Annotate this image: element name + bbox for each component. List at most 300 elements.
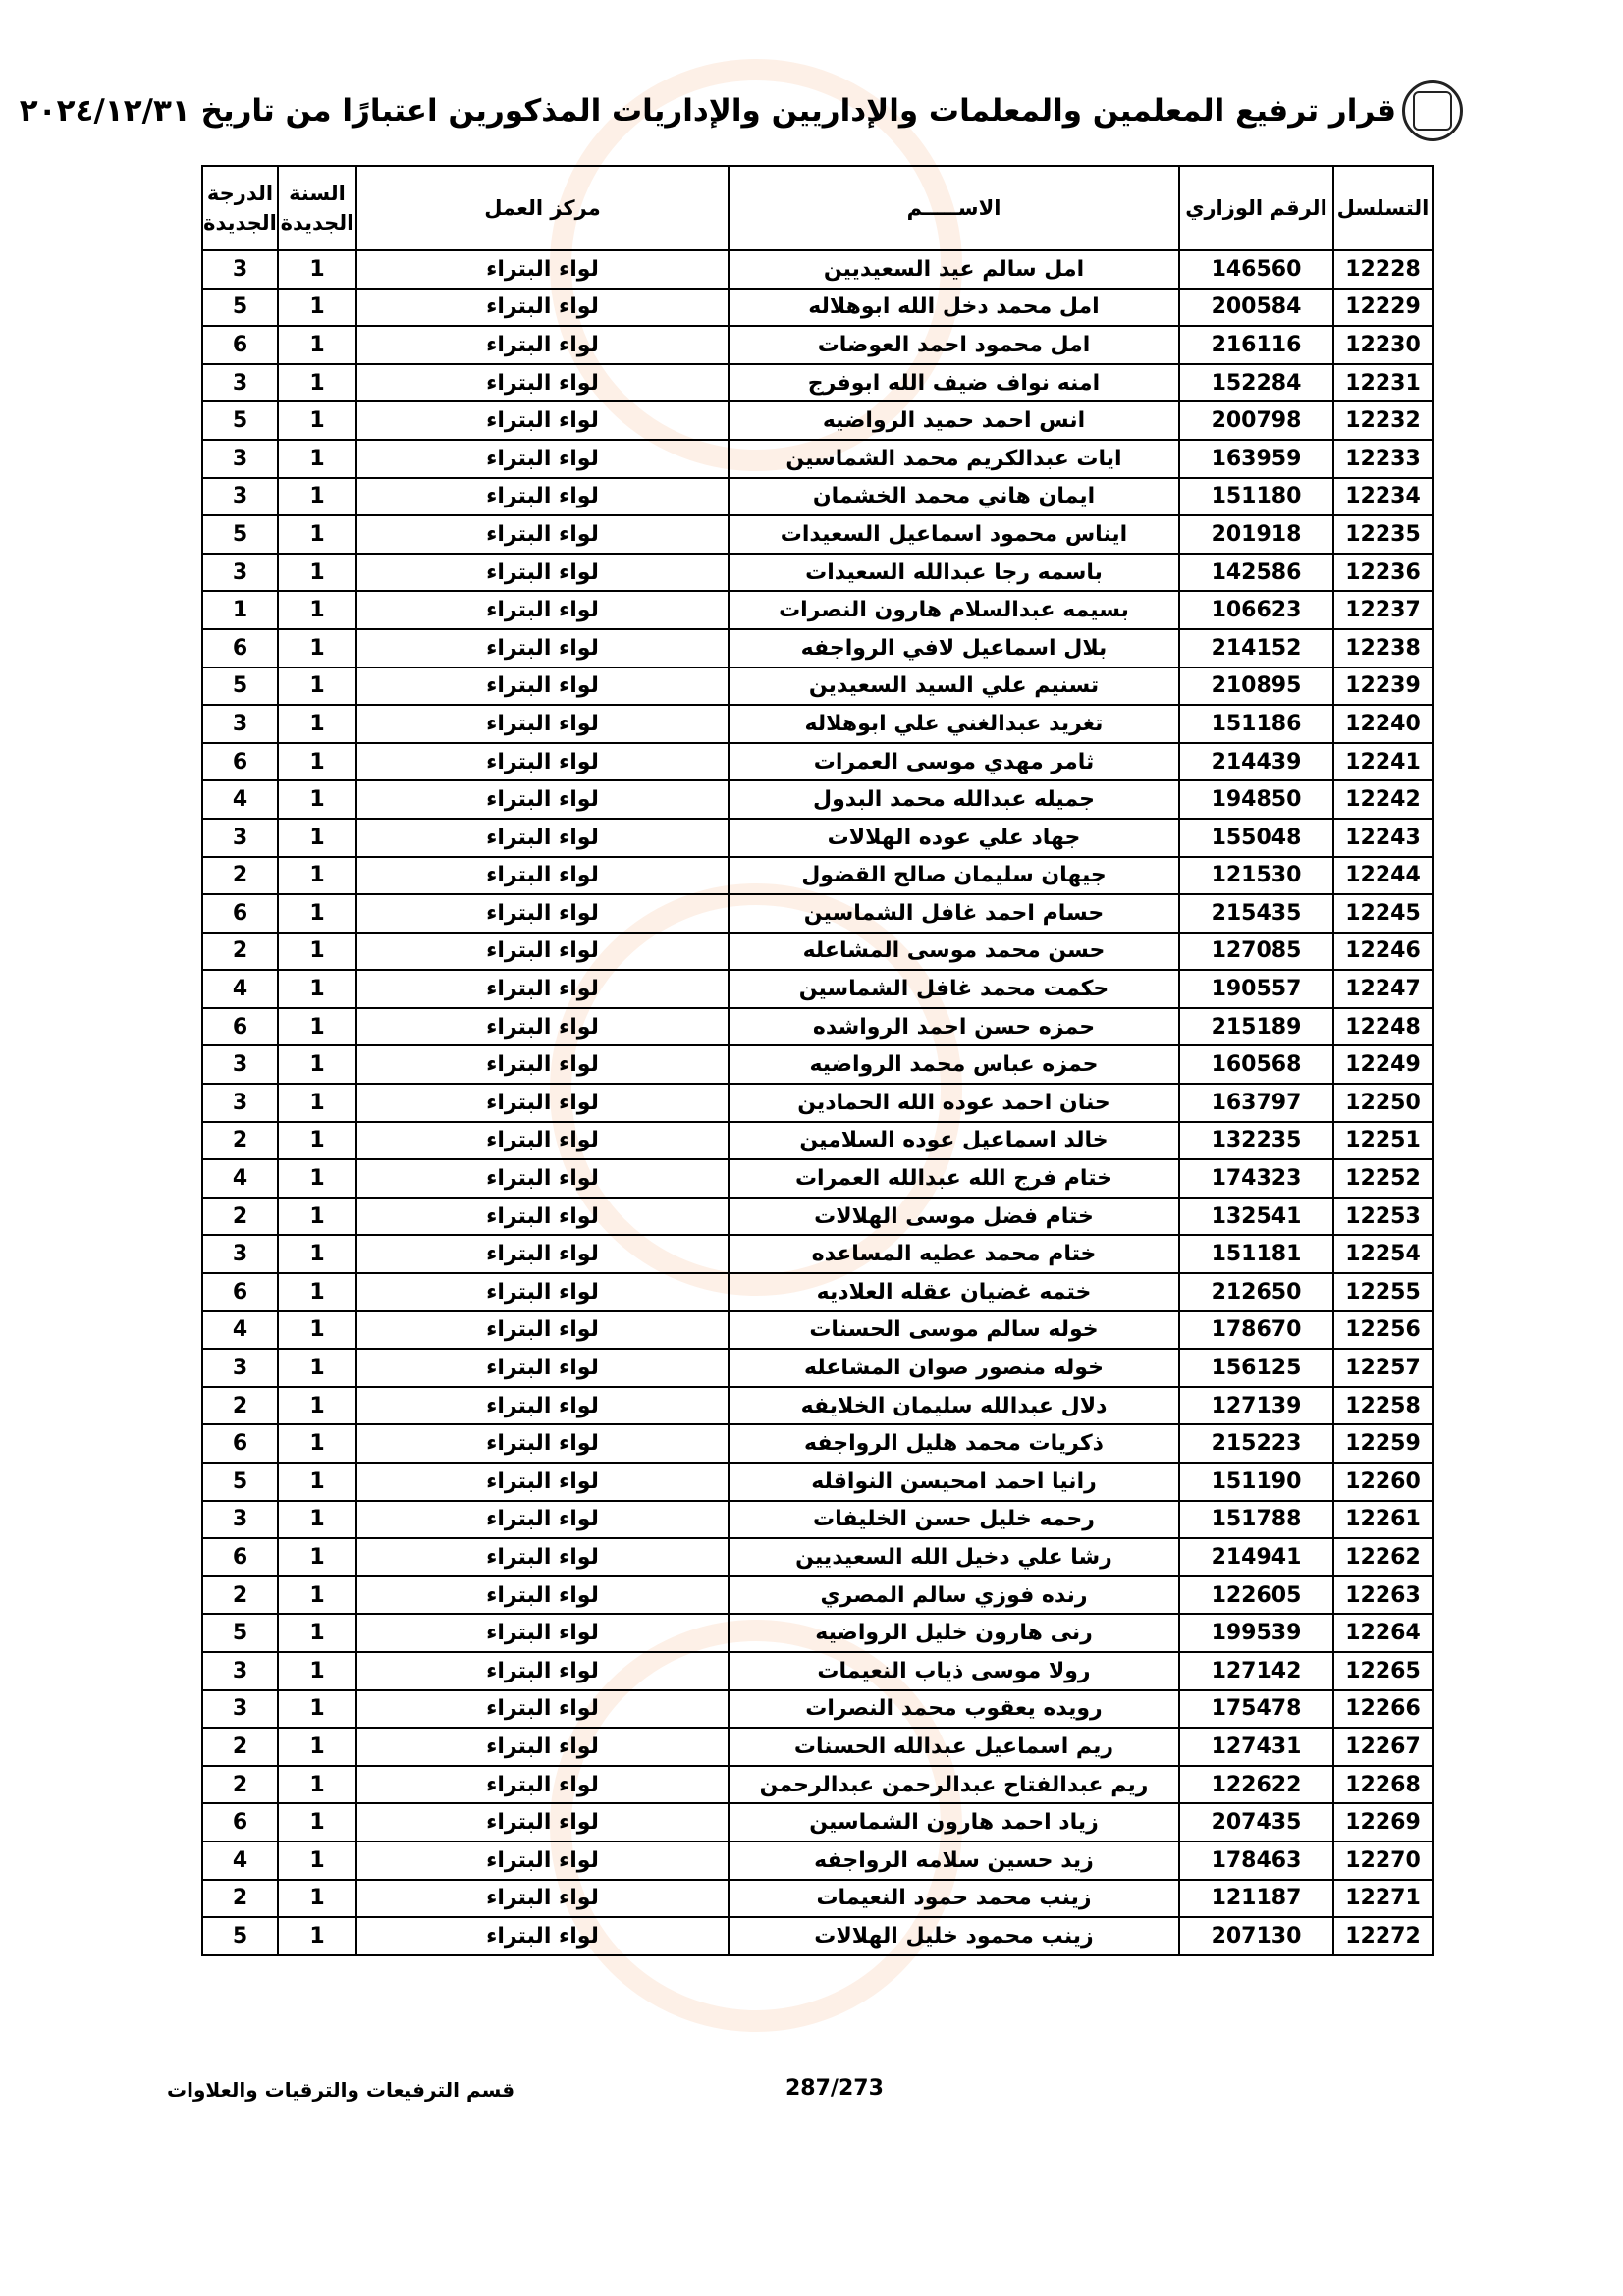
cell-work-center: لواء البتراء [356, 1652, 729, 1690]
cell-name: زينب محمد حمود النعيمات [729, 1880, 1179, 1918]
cell-new-grade: 3 [202, 1235, 278, 1273]
cell-name: ريم اسماعيل عبدالله الحسنات [729, 1728, 1179, 1766]
cell-ministry-number: 200584 [1179, 289, 1333, 327]
cell-work-center: لواء البتراء [356, 819, 729, 857]
table-row [202, 1045, 1433, 1084]
table-row [202, 1387, 1433, 1425]
cell-new-grade: 2 [202, 1122, 278, 1160]
cell-serial: 12261 [1333, 1501, 1433, 1539]
cell-work-center: لواء البتراء [356, 1045, 729, 1084]
cell-ministry-number: 151788 [1179, 1501, 1333, 1539]
cell-new-year: 1 [278, 629, 356, 667]
cell-name: رنده فوزي سالم المصري [729, 1576, 1179, 1615]
cell-work-center: لواء البتراء [356, 1614, 729, 1652]
cell-serial: 12271 [1333, 1880, 1433, 1918]
table-row [202, 894, 1433, 933]
cell-new-grade: 3 [202, 1652, 278, 1690]
cell-name: رنى هارون خليل الرواضيه [729, 1614, 1179, 1652]
cell-name: رويده يعقوب محمد النصرات [729, 1690, 1179, 1729]
cell-serial: 12243 [1333, 819, 1433, 857]
table-row [202, 1159, 1433, 1198]
cell-new-grade: 3 [202, 250, 278, 289]
cell-new-grade: 3 [202, 1349, 278, 1387]
table-row [202, 326, 1433, 364]
cell-new-year: 1 [278, 250, 356, 289]
table-row [202, 667, 1433, 706]
col-work-center: مركز العمل [356, 166, 729, 250]
table-row [202, 289, 1433, 327]
cell-new-grade: 3 [202, 1690, 278, 1729]
cell-ministry-number: 214152 [1179, 629, 1333, 667]
cell-name: حنان احمد عوده الله الحمادين [729, 1084, 1179, 1122]
table-row [202, 515, 1433, 554]
cell-ministry-number: 127431 [1179, 1728, 1333, 1766]
cell-work-center: لواء البتراء [356, 1576, 729, 1615]
cell-ministry-number: 121530 [1179, 857, 1333, 895]
table-header-row [202, 166, 1433, 250]
cell-new-grade: 1 [202, 591, 278, 629]
cell-new-year: 1 [278, 1311, 356, 1350]
table-row [202, 705, 1433, 743]
cell-new-year: 1 [278, 1084, 356, 1122]
cell-ministry-number: 122622 [1179, 1766, 1333, 1804]
cell-serial: 12230 [1333, 326, 1433, 364]
cell-new-year: 1 [278, 819, 356, 857]
cell-name: جهاد علي عوده الهلالات [729, 819, 1179, 857]
cell-serial: 12263 [1333, 1576, 1433, 1615]
table-row [202, 857, 1433, 895]
cell-work-center: لواء البتراء [356, 1084, 729, 1122]
table-row [202, 1652, 1433, 1690]
cell-new-grade: 3 [202, 1501, 278, 1539]
cell-work-center: لواء البتراء [356, 1349, 729, 1387]
cell-serial: 12249 [1333, 1045, 1433, 1084]
cell-work-center: لواء البتراء [356, 667, 729, 706]
cell-serial: 12254 [1333, 1235, 1433, 1273]
cell-new-year: 1 [278, 1008, 356, 1046]
cell-work-center: لواء البتراء [356, 478, 729, 516]
cell-serial: 12250 [1333, 1084, 1433, 1122]
document-header [19, 77, 1463, 145]
cell-name: ريم عبدالفتاح عبدالرحمن عبدالرحمن [729, 1766, 1179, 1804]
cell-name: جيهان سليمان صالح القضول [729, 857, 1179, 895]
cell-serial: 12259 [1333, 1424, 1433, 1463]
table-row [202, 478, 1433, 516]
cell-work-center: لواء البتراء [356, 1880, 729, 1918]
cell-work-center: لواء البتراء [356, 1803, 729, 1842]
cell-new-year: 1 [278, 1122, 356, 1160]
cell-new-grade: 3 [202, 554, 278, 592]
cell-name: باسمه رجا عبدالله السعيدات [729, 554, 1179, 592]
cell-name: ايمان هاني محمد الخشمان [729, 478, 1179, 516]
cell-new-grade: 3 [202, 705, 278, 743]
cell-work-center: لواء البتراء [356, 1122, 729, 1160]
cell-new-grade: 6 [202, 1538, 278, 1576]
cell-serial: 12228 [1333, 250, 1433, 289]
cell-name: ايناس محمود اسماعيل السعيدات [729, 515, 1179, 554]
cell-new-grade: 2 [202, 857, 278, 895]
table-row [202, 1463, 1433, 1501]
cell-new-grade: 6 [202, 743, 278, 781]
cell-ministry-number: 178670 [1179, 1311, 1333, 1350]
cell-ministry-number: 215223 [1179, 1424, 1333, 1463]
cell-name: حمزه حسن احمد الرواشده [729, 1008, 1179, 1046]
cell-name: ختام فضل موسى الهلالات [729, 1198, 1179, 1236]
cell-serial: 12234 [1333, 478, 1433, 516]
cell-new-year: 1 [278, 933, 356, 971]
cell-new-grade: 5 [202, 1614, 278, 1652]
cell-new-year: 1 [278, 857, 356, 895]
cell-serial: 12245 [1333, 894, 1433, 933]
cell-serial: 12266 [1333, 1690, 1433, 1729]
cell-new-year: 1 [278, 401, 356, 440]
cell-new-grade: 2 [202, 1766, 278, 1804]
cell-work-center: لواء البتراء [356, 364, 729, 402]
cell-ministry-number: 194850 [1179, 780, 1333, 819]
table-row [202, 1424, 1433, 1463]
cell-work-center: لواء البتراء [356, 1690, 729, 1729]
cell-new-grade: 3 [202, 478, 278, 516]
table-row [202, 440, 1433, 478]
cell-new-year: 1 [278, 1728, 356, 1766]
cell-new-year: 1 [278, 440, 356, 478]
cell-new-grade: 4 [202, 780, 278, 819]
cell-serial: 12229 [1333, 289, 1433, 327]
cell-work-center: لواء البتراء [356, 970, 729, 1008]
cell-new-year: 1 [278, 1463, 356, 1501]
cell-new-year: 1 [278, 705, 356, 743]
cell-name: خوله سالم موسى الحسنات [729, 1311, 1179, 1350]
cell-name: انس احمد حميد الرواضيه [729, 401, 1179, 440]
cell-ministry-number: 151190 [1179, 1463, 1333, 1501]
cell-ministry-number: 106623 [1179, 591, 1333, 629]
table-row [202, 401, 1433, 440]
cell-serial: 12269 [1333, 1803, 1433, 1842]
cell-serial: 12237 [1333, 591, 1433, 629]
cell-work-center: لواء البتراء [356, 1235, 729, 1273]
cell-ministry-number: 207130 [1179, 1917, 1333, 1955]
cell-ministry-number: 201918 [1179, 515, 1333, 554]
cell-new-grade: 6 [202, 326, 278, 364]
table-row [202, 364, 1433, 402]
cell-new-grade: 6 [202, 629, 278, 667]
cell-new-grade: 6 [202, 1803, 278, 1842]
cell-work-center: لواء البتراء [356, 705, 729, 743]
cell-work-center: لواء البتراء [356, 440, 729, 478]
cell-ministry-number: 215189 [1179, 1008, 1333, 1046]
cell-new-grade: 2 [202, 933, 278, 971]
cell-work-center: لواء البتراء [356, 743, 729, 781]
cell-new-year: 1 [278, 667, 356, 706]
table-row [202, 1576, 1433, 1615]
cell-name: زينب محمود خليل الهلالات [729, 1917, 1179, 1955]
cell-work-center: لواء البتراء [356, 591, 729, 629]
cell-new-year: 1 [278, 289, 356, 327]
cell-serial: 12247 [1333, 970, 1433, 1008]
table-row [202, 1728, 1433, 1766]
cell-new-year: 1 [278, 1576, 356, 1615]
cell-name: جميله عبدالله محمد البدول [729, 780, 1179, 819]
cell-ministry-number: 199539 [1179, 1614, 1333, 1652]
cell-name: خالد اسماعيل عوده السلامين [729, 1122, 1179, 1160]
cell-new-year: 1 [278, 591, 356, 629]
cell-name: ايات عبدالكريم محمد الشماسين [729, 440, 1179, 478]
cell-name: ثامر مهدي موسى العمرات [729, 743, 1179, 781]
cell-work-center: لواء البتراء [356, 857, 729, 895]
cell-new-grade: 5 [202, 401, 278, 440]
cell-new-grade: 3 [202, 440, 278, 478]
cell-new-grade: 5 [202, 667, 278, 706]
cell-ministry-number: 214439 [1179, 743, 1333, 781]
table-row [202, 1235, 1433, 1273]
cell-new-year: 1 [278, 1690, 356, 1729]
cell-ministry-number: 207435 [1179, 1803, 1333, 1842]
page-number: 287/273 [785, 2076, 884, 2101]
col-name: الاســـــم [729, 166, 1179, 250]
cell-new-grade: 4 [202, 970, 278, 1008]
cell-ministry-number: 151181 [1179, 1235, 1333, 1273]
cell-serial: 12267 [1333, 1728, 1433, 1766]
cell-name: رحمه خليل حسن الخليفات [729, 1501, 1179, 1539]
table-row [202, 629, 1433, 667]
cell-work-center: لواء البتراء [356, 1159, 729, 1198]
document-title: قرار ترفيع المعلمين والمعلمات والإداريين والإداريات المذكورين اعتبارًا من تاريخ ٢٠٢٤/١٢/٣١ [19, 93, 1396, 129]
cell-new-year: 1 [278, 1387, 356, 1425]
cell-name: ختام فرج الله عبدالله العمرات [729, 1159, 1179, 1198]
cell-new-grade: 6 [202, 1273, 278, 1311]
cell-name: تسنيم علي السيد السعيدين [729, 667, 1179, 706]
cell-name: رانيا احمد امحيسن النواقله [729, 1463, 1179, 1501]
cell-new-year: 1 [278, 1917, 356, 1955]
table-row [202, 1880, 1433, 1918]
cell-new-year: 1 [278, 1614, 356, 1652]
cell-new-year: 1 [278, 1501, 356, 1539]
cell-new-year: 1 [278, 743, 356, 781]
cell-new-grade: 6 [202, 1424, 278, 1463]
cell-name: ختمه غضيان عقله العلاديه [729, 1273, 1179, 1311]
table-row [202, 1501, 1433, 1539]
cell-new-year: 1 [278, 326, 356, 364]
table-row [202, 933, 1433, 971]
table-row [202, 1349, 1433, 1387]
cell-work-center: لواء البتراء [356, 629, 729, 667]
cell-name: ذكريات محمد هليل الرواجفه [729, 1424, 1179, 1463]
cell-work-center: لواء البتراء [356, 1387, 729, 1425]
cell-name: امل محمود احمد العوضات [729, 326, 1179, 364]
cell-work-center: لواء البتراء [356, 515, 729, 554]
cell-new-grade: 5 [202, 1917, 278, 1955]
cell-new-year: 1 [278, 970, 356, 1008]
cell-ministry-number: 215435 [1179, 894, 1333, 933]
cell-name: امل سالم عيد السعيديين [729, 250, 1179, 289]
cell-new-year: 1 [278, 1803, 356, 1842]
cell-ministry-number: 155048 [1179, 819, 1333, 857]
cell-serial: 12262 [1333, 1538, 1433, 1576]
table-row [202, 780, 1433, 819]
cell-serial: 12270 [1333, 1842, 1433, 1880]
cell-serial: 12264 [1333, 1614, 1433, 1652]
cell-ministry-number: 210895 [1179, 667, 1333, 706]
col-serial: التسلسل [1333, 166, 1433, 250]
table-row [202, 1803, 1433, 1842]
cell-work-center: لواء البتراء [356, 1463, 729, 1501]
cell-serial: 12242 [1333, 780, 1433, 819]
cell-serial: 12265 [1333, 1652, 1433, 1690]
cell-new-grade: 2 [202, 1387, 278, 1425]
cell-new-year: 1 [278, 364, 356, 402]
cell-serial: 12244 [1333, 857, 1433, 895]
table-row [202, 1122, 1433, 1160]
cell-new-year: 1 [278, 780, 356, 819]
cell-new-grade: 4 [202, 1311, 278, 1350]
cell-ministry-number: 212650 [1179, 1273, 1333, 1311]
cell-new-year: 1 [278, 1880, 356, 1918]
cell-serial: 12233 [1333, 440, 1433, 478]
cell-ministry-number: 163959 [1179, 440, 1333, 478]
department-name: قسم الترفيعات والترقيات والعلاوات [167, 2078, 515, 2102]
table-row [202, 554, 1433, 592]
cell-work-center: لواء البتراء [356, 894, 729, 933]
cell-ministry-number: 190557 [1179, 970, 1333, 1008]
table-row [202, 1842, 1433, 1880]
cell-new-year: 1 [278, 894, 356, 933]
cell-work-center: لواء البتراء [356, 1842, 729, 1880]
cell-work-center: لواء البتراء [356, 326, 729, 364]
cell-ministry-number: 122605 [1179, 1576, 1333, 1615]
cell-name: زيد حسين سلامه الرواجفه [729, 1842, 1179, 1880]
table-row [202, 250, 1433, 289]
cell-name: زياد احمد هارون الشماسين [729, 1803, 1179, 1842]
cell-new-year: 1 [278, 1235, 356, 1273]
cell-ministry-number: 151186 [1179, 705, 1333, 743]
table-row [202, 1084, 1433, 1122]
table-row [202, 743, 1433, 781]
cell-ministry-number: 132541 [1179, 1198, 1333, 1236]
cell-work-center: لواء البتراء [356, 1198, 729, 1236]
table-row [202, 1917, 1433, 1955]
cell-name: بلال اسماعيل لافي الرواجفه [729, 629, 1179, 667]
cell-work-center: لواء البتراء [356, 1766, 729, 1804]
col-ministry-number: الرقم الوزاري [1179, 166, 1333, 250]
cell-work-center: لواء البتراء [356, 1008, 729, 1046]
table-row [202, 1198, 1433, 1236]
cell-ministry-number: 127142 [1179, 1652, 1333, 1690]
cell-serial: 12257 [1333, 1349, 1433, 1387]
cell-ministry-number: 151180 [1179, 478, 1333, 516]
table-row [202, 970, 1433, 1008]
cell-name: خوله منصور صوان المشاعله [729, 1349, 1179, 1387]
col-new-grade: الدرجة الجديدة [202, 166, 278, 250]
cell-name: حكمت محمد غافل الشماسين [729, 970, 1179, 1008]
table-row [202, 1690, 1433, 1729]
cell-new-year: 1 [278, 1273, 356, 1311]
cell-new-year: 1 [278, 1159, 356, 1198]
cell-work-center: لواء البتراء [356, 401, 729, 440]
cell-ministry-number: 163797 [1179, 1084, 1333, 1122]
cell-work-center: لواء البتراء [356, 1311, 729, 1350]
cell-work-center: لواء البتراء [356, 933, 729, 971]
cell-new-grade: 2 [202, 1576, 278, 1615]
cell-name: دلال عبدالله سليمان الخلايفه [729, 1387, 1179, 1425]
cell-work-center: لواء البتراء [356, 780, 729, 819]
cell-ministry-number: 156125 [1179, 1349, 1333, 1387]
cell-work-center: لواء البتراء [356, 1273, 729, 1311]
cell-new-year: 1 [278, 478, 356, 516]
cell-serial: 12260 [1333, 1463, 1433, 1501]
cell-serial: 12272 [1333, 1917, 1433, 1955]
cell-serial: 12231 [1333, 364, 1433, 402]
cell-work-center: لواء البتراء [356, 1917, 729, 1955]
cell-serial: 12240 [1333, 705, 1433, 743]
cell-name: امل محمد دخل الله ابوهلاله [729, 289, 1179, 327]
cell-ministry-number: 178463 [1179, 1842, 1333, 1880]
table-row [202, 1008, 1433, 1046]
table-row [202, 819, 1433, 857]
cell-serial: 12258 [1333, 1387, 1433, 1425]
cell-new-grade: 3 [202, 819, 278, 857]
cell-new-grade: 5 [202, 289, 278, 327]
cell-serial: 12239 [1333, 667, 1433, 706]
cell-ministry-number: 146560 [1179, 250, 1333, 289]
cell-work-center: لواء البتراء [356, 289, 729, 327]
cell-new-grade: 3 [202, 1045, 278, 1084]
cell-ministry-number: 174323 [1179, 1159, 1333, 1198]
cell-new-year: 1 [278, 1349, 356, 1387]
cell-new-grade: 5 [202, 1463, 278, 1501]
cell-serial: 12235 [1333, 515, 1433, 554]
cell-ministry-number: 216116 [1179, 326, 1333, 364]
cell-name: حسام احمد غافل الشماسين [729, 894, 1179, 933]
cell-new-year: 1 [278, 1766, 356, 1804]
cell-name: ختام محمد عطيه المساعده [729, 1235, 1179, 1273]
cell-name: رولا موسى ذياب النعيمات [729, 1652, 1179, 1690]
cell-new-grade: 2 [202, 1198, 278, 1236]
cell-new-year: 1 [278, 1424, 356, 1463]
cell-serial: 12236 [1333, 554, 1433, 592]
cell-ministry-number: 132235 [1179, 1122, 1333, 1160]
cell-ministry-number: 160568 [1179, 1045, 1333, 1084]
table-row [202, 1766, 1433, 1804]
cell-new-year: 1 [278, 1045, 356, 1084]
table-row [202, 1538, 1433, 1576]
cell-ministry-number: 200798 [1179, 401, 1333, 440]
cell-work-center: لواء البتراء [356, 1728, 729, 1766]
cell-work-center: لواء البتراء [356, 554, 729, 592]
cell-ministry-number: 214941 [1179, 1538, 1333, 1576]
cell-name: حمزه عباس محمد الرواضيه [729, 1045, 1179, 1084]
cell-work-center: لواء البتراء [356, 1424, 729, 1463]
cell-serial: 12255 [1333, 1273, 1433, 1311]
cell-new-grade: 5 [202, 515, 278, 554]
cell-name: تغريد عبدالغني علي ابوهلاله [729, 705, 1179, 743]
cell-serial: 12253 [1333, 1198, 1433, 1236]
cell-serial: 12241 [1333, 743, 1433, 781]
cell-serial: 12232 [1333, 401, 1433, 440]
cell-new-grade: 4 [202, 1842, 278, 1880]
cell-new-grade: 2 [202, 1728, 278, 1766]
cell-new-grade: 3 [202, 364, 278, 402]
cell-new-grade: 6 [202, 1008, 278, 1046]
cell-new-year: 1 [278, 1538, 356, 1576]
cell-serial: 12238 [1333, 629, 1433, 667]
table-row [202, 1273, 1433, 1311]
cell-serial: 12256 [1333, 1311, 1433, 1350]
cell-work-center: لواء البتراء [356, 1538, 729, 1576]
cell-new-grade: 6 [202, 894, 278, 933]
cell-serial: 12268 [1333, 1766, 1433, 1804]
cell-new-grade: 4 [202, 1159, 278, 1198]
cell-new-year: 1 [278, 1652, 356, 1690]
